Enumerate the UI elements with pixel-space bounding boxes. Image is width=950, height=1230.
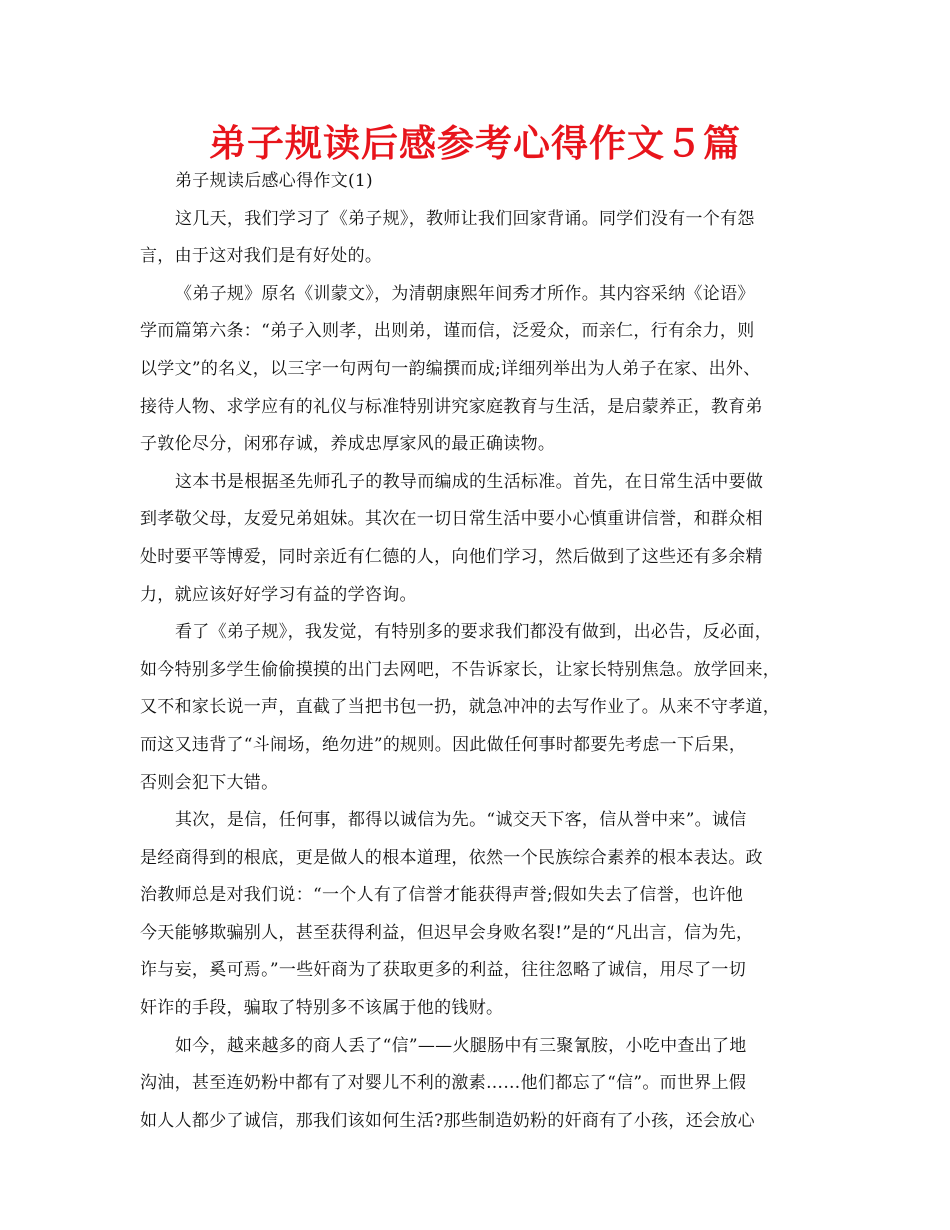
paragraph-line: 学而篇第六条：“弟子入则孝，出则弟，谨而信，泛爱众，而亲仁，行有余力，则 — [140, 321, 755, 342]
paragraph-first-line: 如今，越来越多的商人丢了“信”——火腿肠中有三聚氰胺，小吃中查出了地 — [175, 1035, 747, 1056]
paragraph-line: 否则会犯下大错。 — [140, 772, 279, 793]
paragraph-line: 接待人物、求学应有的礼仪与标准特别讲究家庭教育与生活，是启蒙养正，教育弟 — [140, 396, 763, 417]
paragraph-line: 力，就应该好好学习有益的学咨询。 — [140, 584, 417, 605]
paragraph-line: 如今特别多学生偷偷摸摸的出门去网吧，不告诉家长，让家长特别焦急。放学回来， — [140, 659, 781, 680]
paragraph-first-line: 弟子规读后感心得作文(1) — [175, 171, 373, 191]
paragraph-line: 治教师总是对我们说：“一个人有了信誉才能获得声誉;假如失去了信誉，也许他 — [140, 885, 744, 906]
paragraph-first-line: 看了《弟子规》，我发觉，有特别多的要求我们都没有做到，出必告，反必面， — [175, 622, 772, 643]
paragraph-line: 沟油，甚至连奶粉中都有了对婴儿不利的激素……他们都忘了“信”。而世界上假 — [140, 1073, 747, 1094]
paragraph-line: 今天能够欺骗别人，甚至获得利益，但迟早会身败名裂!”是的“凡出言，信为先， — [140, 922, 754, 943]
paragraph-line: 到孝敬父母，友爱兄弟姐妹。其次在一切日常生活中要小心慎重讲信誉，和群众相 — [140, 509, 763, 530]
paragraph-first-line: 《弟子规》原名《训蒙文》，为清朝康熙年间秀才所作。其内容采纳《论语》 — [175, 283, 755, 304]
paragraph-line: 处时要平等博爱，同时亲近有仁德的人，向他们学习，然后做到了这些还有多余精 — [140, 546, 763, 567]
document-title: 弟子规读后感参考心得作文５篇 — [209, 122, 741, 165]
paragraph-line: 以学文”的名义，以三字一句两句一韵编撰而成;详细列举出为人弟子在家、出外、 — [140, 358, 761, 379]
paragraph-line: 言，由于这对我们是有好处的。 — [140, 246, 383, 267]
paragraph-line: 是经商得到的根底，更是做人的根本道理，依然一个民族综合素养的根本表达。政 — [140, 847, 763, 868]
paragraph-line: 子敦伦尽分，闲邪存诚，养成忠厚家风的最正确读物。 — [140, 434, 556, 455]
document-body — [140, 163, 830, 1140]
paragraph-line: 诈与妄，奚可焉。”一些奸商为了获取更多的利益，往往忽略了诚信，用尽了一切 — [140, 960, 746, 981]
paragraph-line: 奸诈的手段，骗取了特别多不该属于他的钱财。 — [140, 998, 504, 1019]
paragraph-line: 而这又违背了“斗闹场，绝勿进”的规则。因此做任何事时都要先考虑一下后果， — [140, 734, 747, 755]
paragraph-first-line: 这几天，我们学习了《弟子规》，教师让我们回家背诵。同学们没有一个有怨 — [175, 208, 755, 229]
paragraph-first-line: 这本书是根据圣先师孔子的教导而编成的生活标准。首先，在日常生活中要做 — [175, 471, 764, 492]
paragraph-line: 如人人都少了诚信，那我们该如何生活?那些制造奶粉的奸商有了小孩，还会放心 — [140, 1110, 755, 1131]
paragraph-line: 又不和家长说一声，直截了当把书包一扔，就急冲冲的去写作业了。从来不守孝道， — [140, 697, 781, 718]
paragraph-first-line: 其次，是信，任何事，都得以诚信为先。“诚交天下客，信从誉中来”。诚信 — [175, 810, 747, 831]
